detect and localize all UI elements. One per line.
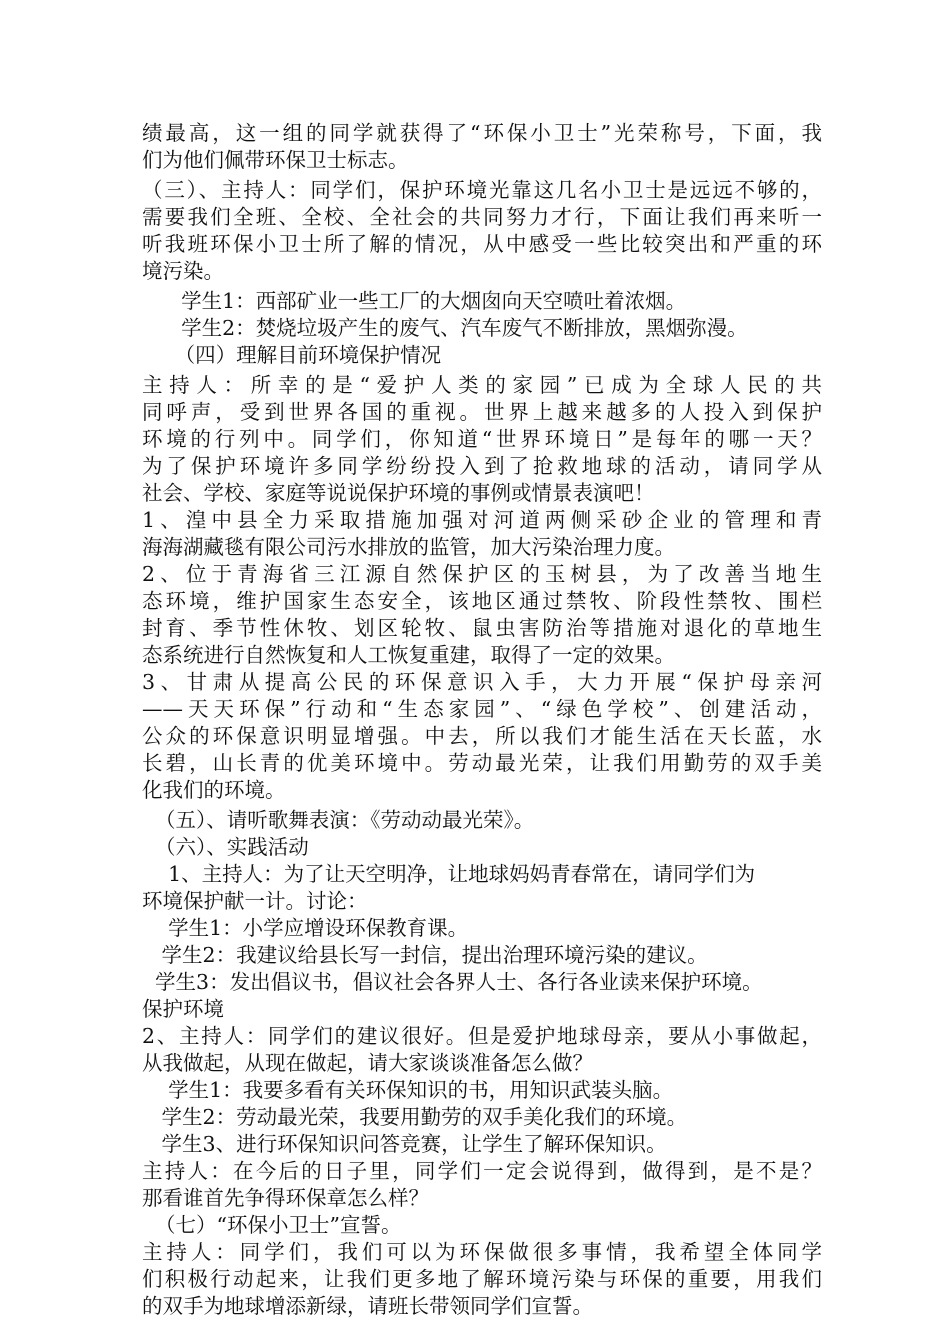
text-line: 态系统进行自然恢复和人工恢复重建，取得了一定的效果。 xyxy=(142,643,675,667)
text-line: 学生1：西部矿业一些工厂的大烟囱向天空喷吐着浓烟。 xyxy=(142,289,687,313)
text-line: 学生2：我建议给县长写一封信，提出治理环境污染的建议。 xyxy=(142,943,708,967)
text-line: 主持人：同学们，我们可以为环保做很多事情，我希望全体同学 xyxy=(142,1240,822,1264)
text-line: 环境的行列中。同学们，你知道“世界环境日”是每年的哪一天？ xyxy=(142,427,822,451)
text-line: 环境保护献一计。讨论： xyxy=(142,889,368,913)
text-line: 学生1：我要多看有关环保知识的书，用知识武装头脑。 xyxy=(142,1078,674,1102)
text-line: 2、主持人：同学们的建议很好。但是爱护地球母亲，要从小事做起， xyxy=(142,1024,822,1048)
text-line: 听我班环保小卫士所了解的情况，从中感受一些比较突出和严重的环 xyxy=(142,232,822,256)
text-line: 那看谁首先争得环保章怎么样？ xyxy=(142,1186,429,1210)
text-line: ——天天环保”行动和“生态家园”、“绿色学校”、创建活动， xyxy=(142,697,822,721)
text-line: 长碧，山长青的优美环境中。劳动最光荣，让我们用勤劳的双手美 xyxy=(142,751,822,775)
text-line: 的双手为地球增添新绿，请班长带领同学们宣誓。 xyxy=(142,1294,593,1318)
text-line: 1、主持人：为了让天空明净，让地球妈妈青春常在，请同学们为 xyxy=(142,862,756,886)
text-line: 3、甘肃从提高公民的环保意识入手，大力开展“保护母亲河 xyxy=(142,670,822,694)
text-line: 学生2：焚烧垃圾产生的废气、汽车废气不断排放，黑烟弥漫。 xyxy=(142,316,748,340)
text-line: 公众的环保意识明显增强。中去，所以我们才能生活在天长蓝，水 xyxy=(142,724,822,748)
text-line: 们为他们佩带环保卫士标志。 xyxy=(142,148,409,172)
text-line: （三）、主持人：同学们，保护环境光靠这几名小卫士是远远不够的， xyxy=(142,178,822,202)
text-line: 主持人：所幸的是“爱护人类的家园”已成为全球人民的共 xyxy=(142,373,822,397)
text-line: 保护环境 xyxy=(142,997,224,1021)
text-line: 学生3：发出倡议书，倡议社会各界人士、各行各业读来保护环境。 xyxy=(142,970,763,994)
text-line: 境污染。 xyxy=(142,259,224,283)
text-line: 社会、学校、家庭等说说保护环境的事例或情景表演吧！ xyxy=(142,481,655,505)
text-line: （六）、实践活动 xyxy=(142,835,309,859)
text-line: 同呼声，受到世界各国的重视。世界上越来越多的人投入到保护 xyxy=(142,400,822,424)
text-line: 封育、季节性休牧、划区轮牧、鼠虫害防治等措施对退化的草地生 xyxy=(142,616,822,640)
text-line: 学生3、进行环保知识问答竞赛，让学生了解环保知识。 xyxy=(142,1132,667,1156)
text-line: 从我做起，从现在做起，请大家谈谈准备怎么做？ xyxy=(142,1051,593,1075)
text-line: 学生1：小学应增设环保教育课。 xyxy=(142,916,469,940)
text-line: （七）“环保小卫士”宣誓。 xyxy=(142,1213,402,1237)
text-line: 绩最高，这一组的同学就获得了“环保小卫士”光荣称号，下面，我 xyxy=(142,121,822,145)
document-body xyxy=(142,120,822,1320)
text-line: 2、位于青海省三江源自然保护区的玉树县，为了改善当地生 xyxy=(142,562,822,586)
text-line: （四）理解目前环境保护情况 xyxy=(142,343,442,367)
text-line: 需要我们全班、全校、全社会的共同努力才行，下面让我们再来听一 xyxy=(142,205,822,229)
text-line: 学生2：劳动最光荣，我要用勤劳的双手美化我们的环境。 xyxy=(142,1105,688,1129)
text-line: 为了保护环境许多同学纷纷投入到了抢救地球的活动，请同学从 xyxy=(142,454,822,478)
text-line: 主持人：在今后的日子里，同学们一定会说得到，做得到，是不是？ xyxy=(142,1159,822,1183)
text-line: 态环境，维护国家生态安全，该地区通过禁牧、阶段性禁牧、围栏 xyxy=(142,589,822,613)
text-line: 化我们的环境。 xyxy=(142,778,286,802)
text-line: 1、湟中县全力采取措施加强对河道两侧采砂企业的管理和青 xyxy=(142,508,822,532)
text-line: （五）、请听歌舞表演：《劳动动最光荣》。 xyxy=(142,808,535,832)
text-line: 海海湖藏毯有限公司污水排放的监管，加大污染治理力度。 xyxy=(142,535,675,559)
text-line: 们积极行动起来，让我们更多地了解环境污染与环保的重要，用我们 xyxy=(142,1267,822,1291)
